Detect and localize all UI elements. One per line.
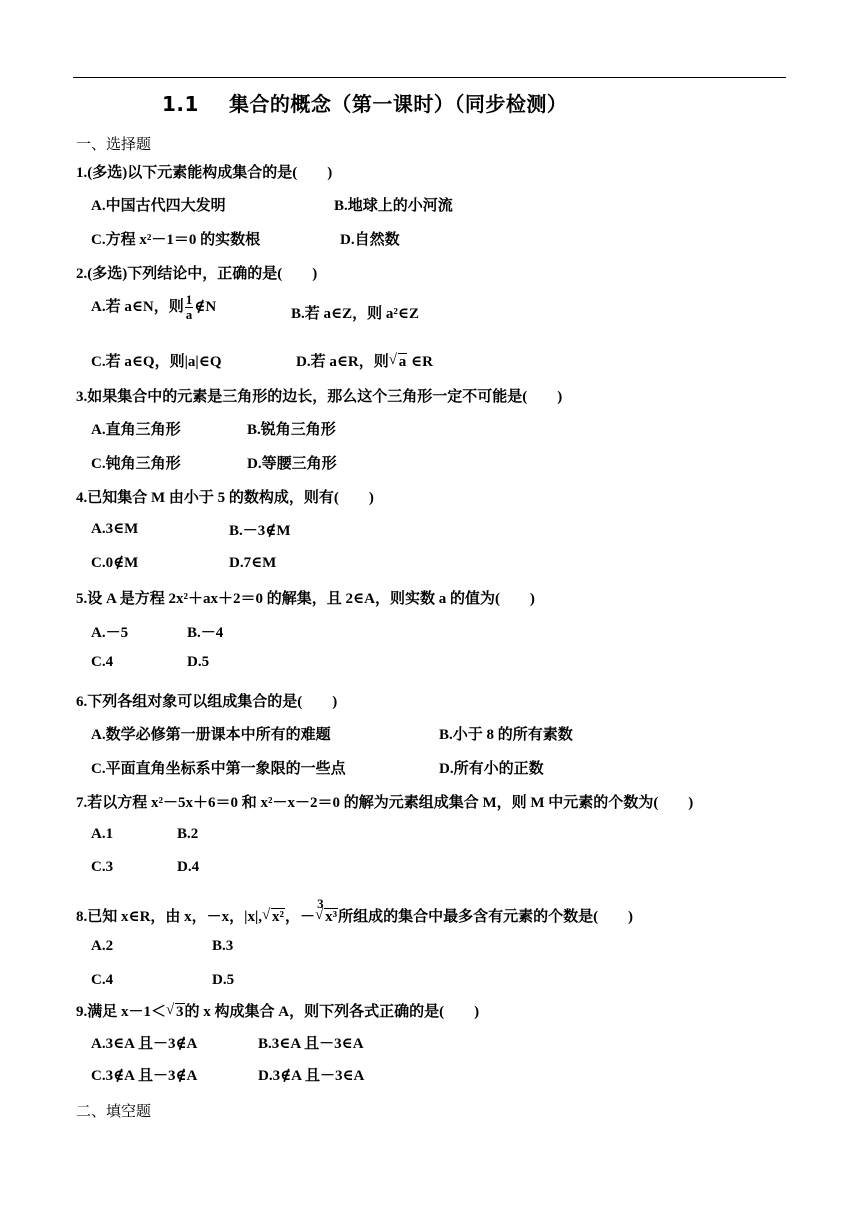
q7-option-a: A.1 <box>91 826 114 842</box>
q4-option-b: B.－3∉M <box>229 523 291 539</box>
q1-option-d: D.自然数 <box>340 232 400 248</box>
q3-option-a: A.直角三角形 <box>91 422 181 438</box>
section-choice-heading: 一、选择题 <box>76 135 152 153</box>
q3-option-b: B.锐角三角形 <box>247 422 336 438</box>
q2-a-suffix: ∉N <box>194 298 217 315</box>
q2-option-c: C.若 a∈Q，则|a|∈Q <box>91 354 222 370</box>
q1-option-a: A.中国古代四大发明 <box>91 198 226 214</box>
question-9-stem <box>76 1000 479 1021</box>
fraction <box>185 293 194 322</box>
question-1-stem: 1.(多选)以下元素能构成集合的是( ) <box>76 165 333 181</box>
radicand: a <box>398 354 407 370</box>
header-rule <box>73 77 786 78</box>
q2-option-d <box>296 350 433 371</box>
square-root: √ 3 <box>166 1002 184 1020</box>
question-7-stem: 7.若以方程 x²－5x＋6＝0 和 x²－x－2＝0 的解为元素组成集合 M，则 M 中元素的个数为( ) <box>76 795 694 811</box>
q5-option-c: C.4 <box>91 654 114 670</box>
question-2-stem: 2.(多选)下列结论中，正确的是( ) <box>76 266 318 282</box>
q9-option-d: D.3∉A 且－3∈A <box>258 1068 365 1084</box>
section-fill-heading: 二、填空题 <box>76 1102 152 1120</box>
question-4-stem: 4.已知集合 M 由小于 5 的数构成，则有( ) <box>76 490 374 506</box>
radicand: x² <box>272 909 285 925</box>
q9-option-c: C.3∉A 且－3∉A <box>91 1068 198 1084</box>
q2-d-suffix: ∈R <box>411 354 433 370</box>
q8-option-a: A.2 <box>91 938 114 954</box>
q8-middle: ，－ <box>285 909 316 925</box>
q8-option-d: D.5 <box>212 972 235 988</box>
q7-option-c: C.3 <box>91 859 114 875</box>
root-index: 3 <box>317 896 324 911</box>
q7-option-b: B.2 <box>177 826 199 842</box>
q6-option-d: D.所有小的正数 <box>439 761 544 777</box>
q9-suffix: 的 x 构成集合 A，则下列各式正确的是( ) <box>184 1004 480 1020</box>
q2-d-prefix: D.若 a∈R，则 <box>296 354 389 370</box>
q1-option-b: B.地球上的小河流 <box>334 198 453 214</box>
q1-option-c: C.方程 x²－1＝0 的实数根 <box>91 232 261 248</box>
cube-root: 3 √ x³ <box>315 896 338 925</box>
square-root: √ a <box>388 352 407 370</box>
q4-option-a: A.3∈M <box>91 521 139 537</box>
fraction-denominator: a <box>185 307 193 322</box>
q3-option-d: D.等腰三角形 <box>247 456 337 472</box>
page-title <box>162 88 567 117</box>
question-8-stem <box>76 896 634 926</box>
q8-prefix: 8.已知 x∈R，由 x，－x，|x|, <box>76 909 263 925</box>
q8-option-c: C.4 <box>91 972 114 988</box>
question-5-stem: 5.设 A 是方程 2x²＋ax＋2＝0 的解集，且 2∈A，则实数 a 的值为( ) <box>76 591 535 607</box>
q9-option-b: B.3∈A 且－3∈A <box>258 1036 364 1052</box>
fraction-numerator: 1 <box>185 292 193 307</box>
question-3-stem: 3.如果集合中的元素是三角形的边长，那么这个三角形一定不可能是( ) <box>76 389 563 405</box>
q7-option-d: D.4 <box>177 859 200 875</box>
q9-prefix: 9.满足 x－1＜ <box>76 1004 167 1020</box>
q6-option-c: C.平面直角坐标系中第一象限的一些点 <box>91 761 346 777</box>
q4-option-c: C.0∉M <box>91 555 139 571</box>
q2-a-prefix: A.若 a∈N，则 <box>91 298 184 315</box>
q5-option-b: B.－4 <box>187 625 224 641</box>
square-root: √ x² <box>262 907 285 925</box>
question-6-stem: 6.下列各组对象可以组成集合的是( ) <box>76 694 338 710</box>
radicand: 3 <box>176 1004 184 1020</box>
q2-option-b: B.若 a∈Z，则 a²∈Z <box>291 306 419 322</box>
title-number: 1.1 <box>162 92 199 116</box>
title-text: 集合的概念（第一课时）（同步检测） <box>228 92 568 116</box>
q2-option-a <box>91 293 216 322</box>
q6-option-a: A.数学必修第一册课本中所有的难题 <box>91 727 331 743</box>
q6-option-b: B.小于 8 的所有素数 <box>439 727 573 743</box>
q9-option-a: A.3∈A 且－3∉A <box>91 1036 198 1052</box>
q5-option-a: A.－5 <box>91 625 129 641</box>
radicand: x³ <box>325 909 338 925</box>
q5-option-d: D.5 <box>187 654 210 670</box>
q8-option-b: B.3 <box>212 938 234 954</box>
q4-option-d: D.7∈M <box>229 555 277 571</box>
q3-option-c: C.钝角三角形 <box>91 456 181 472</box>
q8-suffix: 所组成的集合中最多含有元素的个数是( ) <box>338 909 634 925</box>
